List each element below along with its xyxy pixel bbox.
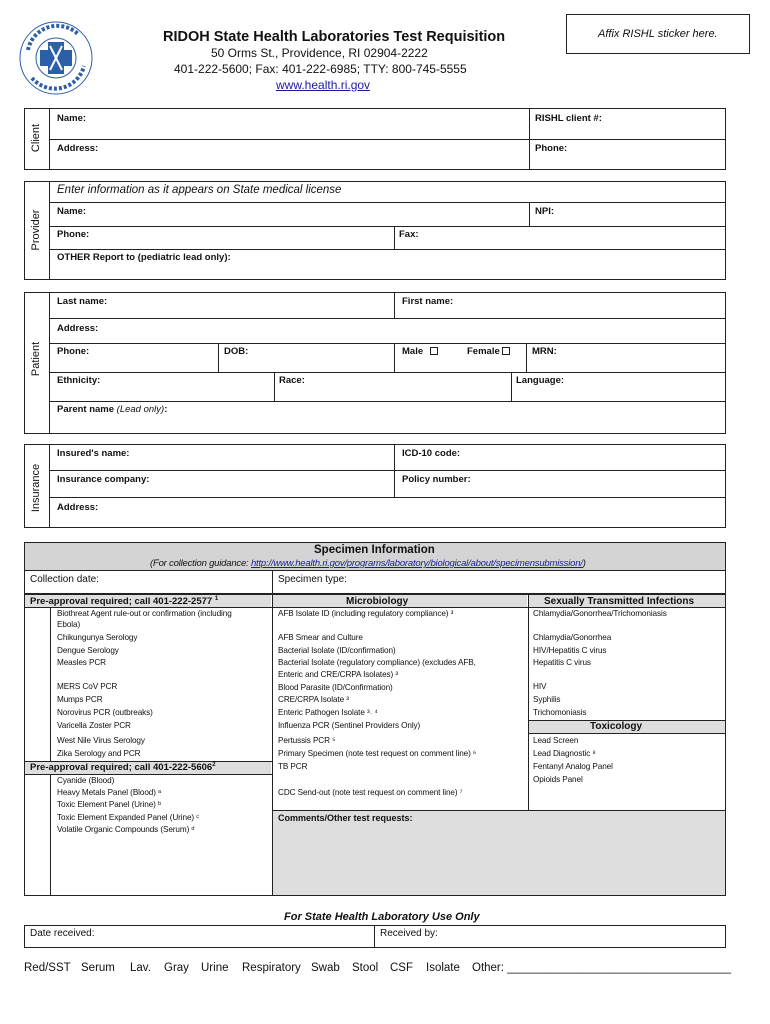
col1-item: Varicella Zoster PCR [57, 721, 131, 730]
policy-number-label: Policy number: [402, 474, 471, 485]
patient-first-name-label: First name: [402, 296, 454, 307]
col1-item: Ebola) [57, 620, 81, 629]
col2-item: AFB Isolate ID (including regulatory compliance) ³ [278, 609, 454, 618]
patient-last-name-label: Last name: [57, 296, 108, 307]
comments-label: Comments/Other test requests: [278, 813, 413, 823]
patient-race-label: Race: [279, 375, 305, 386]
sticker-text: Affix RISHL sticker here. [598, 28, 718, 40]
col1-item: Norovirus PCR (outbreaks) [57, 708, 153, 717]
icd10-label: ICD-10 code: [402, 448, 461, 459]
provider-phone-label: Phone: [57, 229, 90, 240]
microbiology-header: Microbiology [346, 596, 409, 607]
specimen-type-option[interactable]: Lav. [130, 962, 151, 974]
col1-item: West Nile Virus Serology [57, 736, 145, 745]
col3-item: Lead Diagnostic ⁸ [533, 749, 596, 758]
lab-use-box [24, 925, 726, 948]
preapproval-1-header [30, 596, 218, 607]
insurance-section-label: Insurance [30, 463, 42, 513]
parent-name-note: (Lead only) [116, 404, 165, 415]
patient-phone-label: Phone: [57, 346, 90, 357]
preapproval-1-text: Pre-approval required; call 401-222-2577 [30, 596, 213, 608]
col1-item: MERS CoV PCR [57, 682, 118, 691]
provider-npi-label: NPI: [535, 206, 554, 217]
col2-item: AFB Smear and Culture [278, 633, 363, 642]
col3-item: Fentanyl Analog Panel [533, 762, 613, 771]
col2-item: Enteric Pathogen Isolate ³˒ ⁴ [278, 708, 378, 717]
lab-use-title: For State Health Laboratory Use Only [284, 911, 480, 923]
specimen-type-option[interactable]: Swab [311, 962, 340, 974]
col3-item: Lead Screen [533, 736, 579, 745]
sti-header: Sexually Transmitted Infections [544, 596, 695, 607]
client-phone-label: Phone: [535, 143, 568, 154]
patient-female-label: Female [467, 346, 500, 357]
client-name-label: Name: [57, 113, 87, 124]
specimen-type-option[interactable]: Stool [352, 962, 379, 974]
specimen-type-option[interactable]: Urine [201, 962, 229, 974]
insurance-address-label: Address: [57, 502, 99, 513]
patient-address-label: Address: [57, 323, 99, 334]
date-received-label: Date received: [30, 928, 95, 939]
col1-item: Volatile Organic Compounds (Serum) ᵈ [57, 825, 195, 834]
col3-item: Chlamydia/Gonorrhea [533, 633, 612, 642]
client-address-field[interactable] [110, 141, 525, 167]
col2-item: TB PCR [278, 762, 308, 771]
lab-address: 50 Orms St., Providence, RI 02904-2222 [211, 46, 428, 60]
col1-item: Zika Serology and PCR [57, 749, 141, 758]
preapproval-2-text: Pre-approval required; call 401-222-5606 [30, 762, 213, 774]
female-checkbox[interactable] [502, 347, 510, 355]
col2-item: Bacterial Isolate (regulatory compliance) (excludes AFB, [278, 658, 476, 667]
provider-name-label: Name: [57, 206, 87, 217]
client-address-label: Address: [57, 143, 99, 154]
provider-fax-label: Fax: [399, 229, 419, 240]
client-section-label: Client [30, 123, 42, 153]
provider-other-label: OTHER Report to (pediatric lead only): [57, 252, 231, 263]
male-checkbox[interactable] [430, 347, 438, 355]
patient-language-label: Language: [516, 375, 565, 386]
provider-section-label: Provider [30, 209, 42, 251]
guidance-link[interactable]: http://www.health.ri.gov/programs/laboratory/biological/about/specimensubmission/ [250, 558, 583, 569]
col1-item: Chikungunya Serology [57, 633, 138, 642]
specimen-type-option[interactable]: Respiratory [242, 962, 301, 974]
guidance-suffix: ) [582, 558, 586, 569]
col2-item: CDC Send-out (note test request on comment line) ⁷ [278, 788, 463, 797]
col1-item: Cyanide (Blood) [57, 776, 115, 785]
col2-item: Blood Parasite (ID/Confirmation) [278, 683, 393, 692]
parent-name-colon: : [164, 404, 168, 415]
toxicology-header: Toxicology [590, 721, 643, 732]
form-title: RIDOH State Health Laboratories Test Requisition [163, 29, 506, 45]
specimen-title: Specimen Information [314, 544, 435, 556]
col3-item: Trichomoniasis [533, 708, 587, 717]
patient-dob-label: DOB: [224, 346, 249, 357]
provider-note: Enter information as it appears on State medical license [57, 184, 342, 196]
received-by-label: Received by: [380, 928, 438, 939]
col1-item: Mumps PCR [57, 695, 103, 704]
col2-item: Influenza PCR (Sentinel Providers Only) [278, 721, 421, 730]
other-type-label: Other: ___________________________________ [472, 962, 732, 974]
preapproval-2-header [30, 762, 216, 773]
col3-item: Syphilis [533, 695, 561, 704]
specimen-type-option[interactable]: Isolate [426, 962, 460, 974]
specimen-guidance [150, 558, 586, 569]
client-name-field[interactable] [100, 110, 525, 136]
guidance-prefix: (For collection guidance: [150, 558, 251, 569]
specimen-type-label: Specimen type: [278, 574, 347, 585]
patient-section-label: Patient [30, 341, 42, 377]
col1-item: Heavy Metals Panel (Blood) ᵃ [57, 788, 162, 797]
specimen-type-option[interactable]: Red/SST [24, 962, 71, 974]
specimen-type-option[interactable]: Gray [164, 962, 189, 974]
col1-item: Toxic Element Expanded Panel (Urine) ᶜ [57, 813, 199, 822]
col3-item: Hepatitis C virus [533, 658, 591, 667]
col3-item: HIV/Hepatitis C virus [533, 646, 607, 655]
collection-date-label: Collection date: [30, 574, 99, 585]
website-link[interactable]: www.health.ri.gov [276, 78, 371, 92]
patient-ethnicity-label: Ethnicity: [57, 375, 101, 386]
insurance-company-label: Insurance company: [57, 474, 150, 485]
insured-name-label: Insured's name: [57, 448, 130, 459]
patient-mrn-label: MRN: [532, 346, 557, 357]
patient-male-label: Male [402, 346, 424, 357]
parent-name-label [57, 404, 167, 415]
ri-health-logo [18, 20, 94, 96]
col1-item: Dengue Serology [57, 646, 119, 655]
lab-phones: 401-222-5600; Fax: 401-222-6985; TTY: 800-745-5555 [174, 62, 467, 76]
preapproval-2-sup: 2 [212, 762, 216, 768]
rishl-client-label: RISHL client #: [535, 113, 602, 124]
col3-item: HIV [533, 682, 547, 691]
col3-item: Chlamydia/Gonorrhea/Trichomoniasis [533, 609, 667, 618]
col2-item: CRE/CRPA Isolate ³ [278, 695, 349, 704]
collection-row [24, 570, 726, 594]
col1-item: Measles PCR [57, 658, 106, 667]
col2-item: Enteric and CRE/CRPA Isolates) ³ [278, 670, 398, 679]
col3-item: Opioids Panel [533, 775, 583, 784]
preapproval-1-sup: 1 [214, 596, 219, 602]
comments-area[interactable] [273, 811, 725, 895]
parent-name-text: Parent name [57, 404, 115, 415]
col2-item: Pertussis PCR ⁵ [278, 736, 336, 745]
col2-item: Bacterial Isolate (ID/confirmation) [278, 646, 396, 655]
col1-item: Biothreat Agent rule-out or confirmation (including [57, 609, 232, 618]
col2-item: Primary Specimen (note test request on comment line) ⁶ [278, 749, 477, 758]
col1-item: Toxic Element Panel (Urine) ᵇ [57, 800, 161, 809]
specimen-type-option[interactable]: CSF [390, 962, 413, 974]
specimen-type-option[interactable]: Serum [81, 962, 115, 974]
